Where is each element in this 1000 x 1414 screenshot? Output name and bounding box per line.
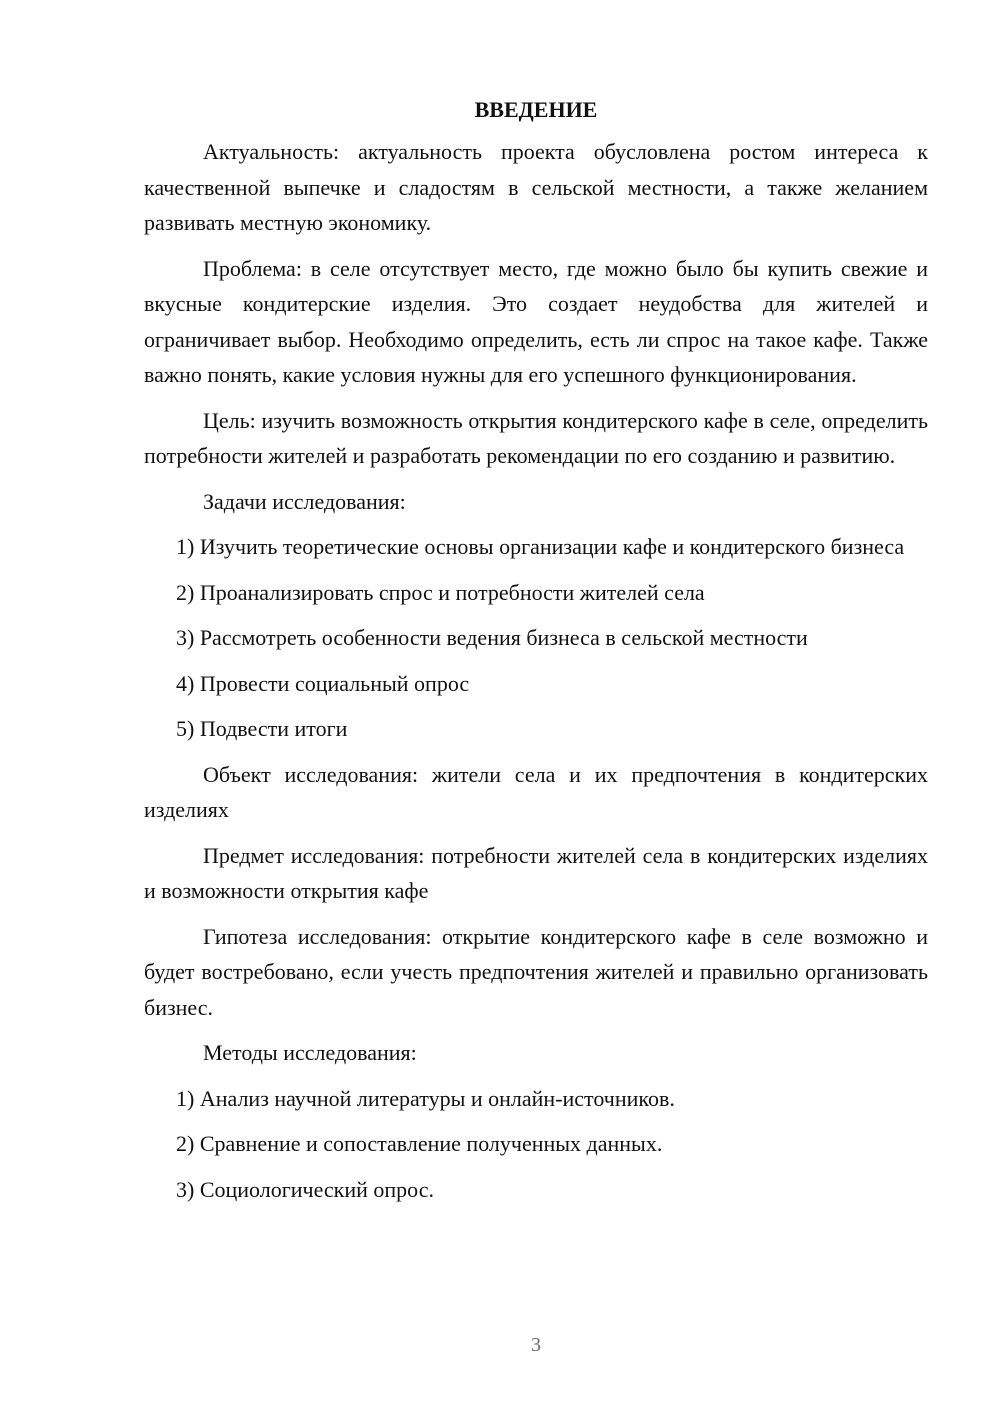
task-item: 2) Проанализировать спрос и потребности жителей села <box>176 579 705 605</box>
task-item: 5) Подвести итоги <box>176 716 348 741</box>
method-item: 3) Социологический опрос. <box>176 1176 434 1202</box>
hypothesis-paragraph: Гипотеза исследования: открытие кондитерского кафе в селе возможно и будет востребовано, если учесть предпочтения жителей и правильно организовать бизнес. <box>144 923 928 1020</box>
methods-list <box>144 1081 928 1208</box>
methods-label: Методы исследования: <box>203 1040 417 1065</box>
task-item: 1) Изучить теоретические основы организации кафе и кондитерского бизнеса <box>176 534 905 559</box>
tasks-list <box>144 529 928 747</box>
task-item: 4) Провести социальный опрос <box>176 670 470 696</box>
problem-paragraph: Проблема: в селе отсутствует место, где можно было бы купить свежие и вкусные кондитерские изделия. Это создает неудобства для жителей и ограничивает выбор. Необходимо определить, есть ли спрос на такое кафе. Также важно понять, какие условия нужны для его успешного функционирования. <box>144 255 928 387</box>
goal-paragraph: Цель: изучить возможность открытия кондитерского кафе в селе, определить потребности жителей и разработать рекомендации по его созданию и развитию. <box>144 407 928 468</box>
object-paragraph: Объект исследования: жители села и их предпочтения в кондитерских изделиях <box>144 761 928 822</box>
method-item: 1) Анализ научной литературы и онлайн-источников. <box>176 1085 675 1111</box>
relevance-paragraph: Актуальность: актуальность проекта обусловлена ростом интереса к качественной выпечке и сладостям в сельской местности, а также желанием развивать местную экономику. <box>144 139 928 235</box>
method-item: 2) Сравнение и сопоставление полученных данных. <box>176 1131 663 1156</box>
page-content <box>144 96 928 1207</box>
subject-paragraph: Предмет исследования: потребности жителей села в кондитерских изделиях и возможности открытия кафе <box>144 842 928 903</box>
page-title: ВВЕДЕНИЕ <box>474 97 598 122</box>
page-number: 3 <box>531 1334 541 1356</box>
tasks-label: Задачи исследования: <box>203 488 406 514</box>
task-item: 3) Рассмотреть особенности ведения бизнеса в сельской местности <box>176 625 808 650</box>
